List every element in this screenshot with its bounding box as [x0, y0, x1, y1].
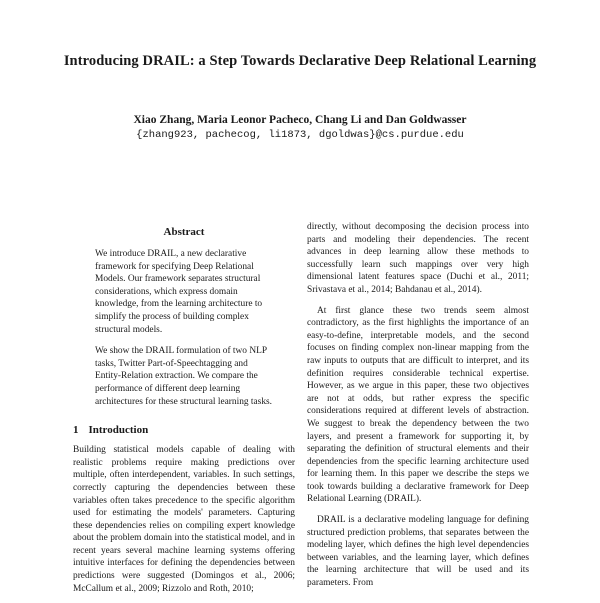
section-number: 1	[73, 424, 79, 437]
left-column	[73, 226, 295, 603]
abstract-body	[73, 248, 295, 408]
abstract-paragraph-2: We show the DRAIL formulation of two NLP tasks, Twitter Part-of-Speechtagging and Entity-Relation extraction. We compare the performance of different deep learning architectures for these structural learning tasks.	[95, 346, 273, 407]
section-title: Introduction	[88, 424, 149, 437]
section-heading-introduction	[73, 424, 295, 436]
abstract-heading: Abstract	[163, 226, 205, 238]
right-paragraph-2: At first glance these two trends seem almost contradictory, as the first highlights the importance of an easy-to-define, interpretable models, and the second focuses on finding complex non-linear mapping from the raw inputs to outputs that are difficult to interpret, and its definition requires considerable technical expertise. However, as we argue in this paper, these two objectives are not at odds, but rather express the specific considerations required at different levels of abstraction. We suggest to break the dependency between the two layers, and present a framework for supporting it, by separating the definition of structural elements and their dependencies from the specific learning architecture used for learning them. In this paper we describe the steps we took towards building a declarative framework for Deep Relational Learning (DRAIL).	[307, 305, 529, 505]
right-column	[307, 221, 529, 598]
intro-paragraph-1: Building statistical models capable of dealing with realistic problems require making predictions over multiple, often interdependent, variables. In such settings, correctly capturing the dependencies between these variables often takes precedence to the specific algorithm used for estimating the models' parameters. Capturing these dependencies relies on compiling expert knowledge about the problem domain into the statistical model, and in recent years several machine learning systems offering intuitive interfaces for defining the dependencies between predictions were suggested (Domingos et al., 2006; McCallum et al., 2009; Rizzolo and Roth, 2010;	[73, 445, 295, 594]
abstract-paragraph-1: We introduce DRAIL, a new declarative framework for specifying Deep Relational Models. Our framework separates structural considerations, which express domain knowledge, from the learning architecture to simplify the process of building complex structural models.	[95, 249, 263, 335]
author-list: Xiao Zhang, Maria Leonor Pacheco, Chang Li and Dan Goldwasser	[133, 114, 467, 126]
right-paragraph-1: directly, without decomposing the decision process into parts and modeling their dependencies. The recent advances in deep learning allow these methods to successfully learn such mappings over very high dimensional latent features space (Duchi et al., 2011; Srivastava et al., 2014; Bahdanau et al., 2014).	[307, 222, 529, 295]
right-paragraph-3: DRAIL is a declarative modeling language for defining structured prediction problems, that separates between the modeling layer, which defines the high level dependencies between variables, and the learning layer, which defines the learning architecture that will be used and its parameters. From	[307, 515, 529, 589]
paper-title: Introducing DRAIL: a Step Towards Declarative Deep Relational Learning	[63, 53, 537, 69]
author-emails: {zhang923, pachecog, li1873, dgoldwas}@cs.purdue.edu	[136, 129, 464, 141]
